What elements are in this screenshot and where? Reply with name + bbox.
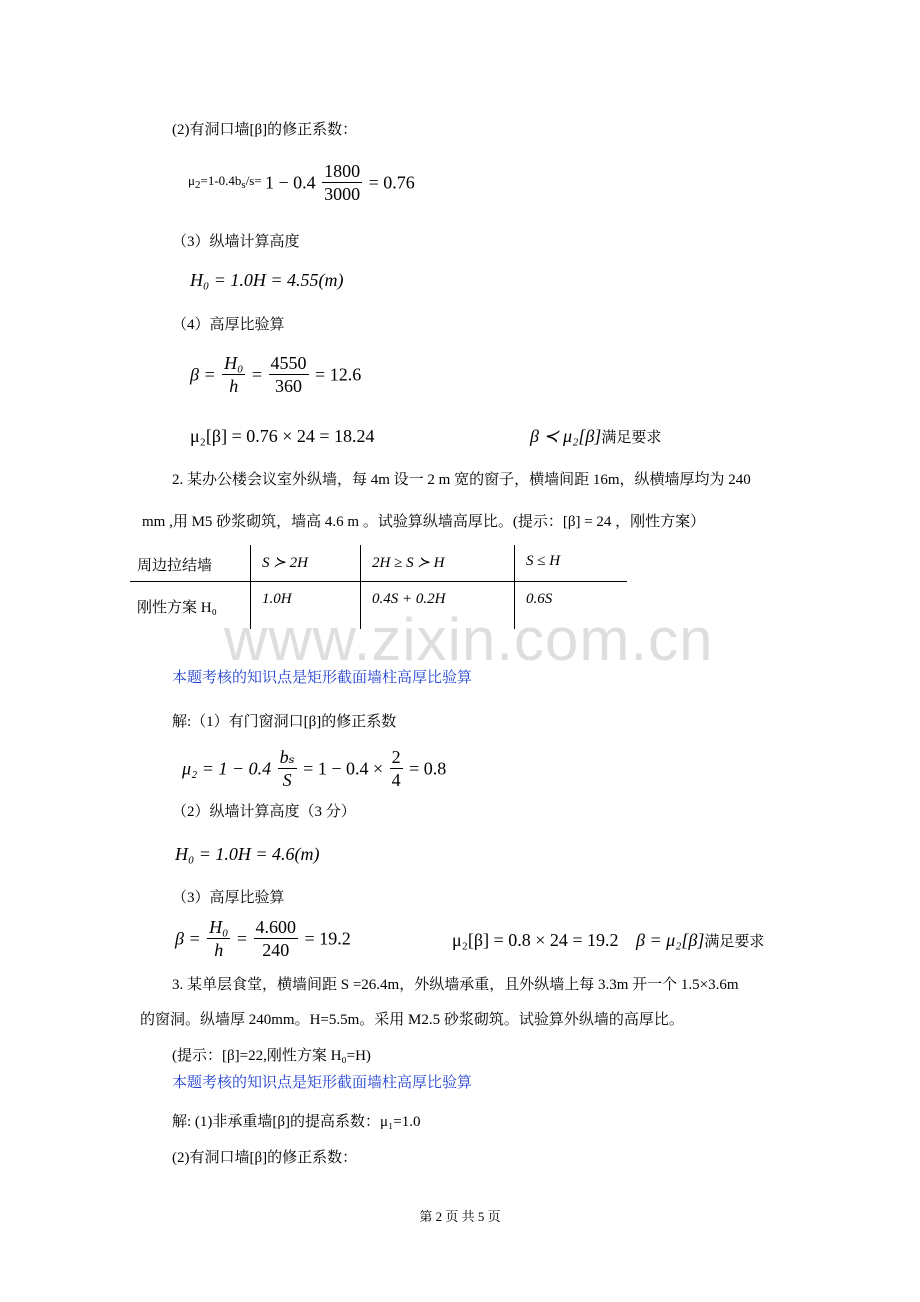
q2-formula-h0: H₀ = 1.0H = 4.6(m) [175,844,320,864]
s1-check: β ≺ μ₂[β]满足要求 [530,426,662,446]
s1-line-3: （3）纵墙计算高度 [172,234,300,250]
table-r2c1: 刚性方案 H₀ [137,600,217,616]
q2-formula-beta: β = $\frac{\text{H₀}}{h}$ = $\frac{4.600}{240}$ = 19.2 [175,917,351,960]
table-r2c3: 0.4S + 0.2H [372,591,446,607]
s1-formula-mu2beta: μ₂[β] = 0.76 × 24 = 18.24 [190,426,375,446]
table-r2c2: 1.0H [262,591,292,607]
q2-solution-1: 解:（1）有门窗洞口[β]的修正系数 [172,714,397,730]
table-r2c4: 0.6S [526,591,553,607]
q2-formula-mu2: μ₂ = 1 − 0.4 $\frac{\text{bₛ}}{S}$ = 1 − 0.4 × $\frac{2}{4}$ = 0.8 [182,747,447,790]
q2-solution-5: （3）高厚比验算 [172,890,285,906]
s1-formula-beta: β = $\frac{\text{H₀}}{h}$ = $\frac{4550}{360}$ = 12.6 [190,353,362,396]
q2-solution-3: （2）纵墙计算高度（3 分） [172,804,356,820]
q3-knowledge: 本题考核的知识点是矩形截面墙柱高厚比验算 [172,1075,473,1091]
s1-formula-mu2: $\mu_2=1-0.4b_s/s= 1 - 0.4$ $\frac{1800}{3000}$ = 0.76 [188,161,415,204]
table-r1c4: S ≤ H [526,553,561,569]
q3-line-2: 的窗洞。纵墙厚 240mm。H=5.5m。采用 M2.5 砂浆砌筑。试验算外纵墙的高厚比。 [140,1012,684,1028]
q2-line-1: 2. 某办公楼会议室外纵墙，每 4m 设一 2 m 宽的窗子，横墙间距 16m，纵横墙厚均为 240 [172,472,751,488]
table-r1c3: 2H ≥ S ≻ H [372,555,445,571]
table-r1c1: 周边拉结墙 [137,558,213,574]
s1-line-5: （4）高厚比验算 [172,317,285,333]
table-divider [130,581,627,582]
table-r1c2: S ≻ 2H [262,555,308,571]
q2-knowledge: 本题考核的知识点是矩形截面墙柱高厚比验算 [172,670,473,686]
page-footer: 第 2 页 共 5 页 [419,1209,501,1224]
q2-line-2: mm ,用 M5 砂浆砌筑，墙高 4.6 m 。试验算纵墙高厚比。(提示：[β] = 24 ，刚性方案） [142,514,706,530]
s1-line-1: (2)有洞口墙[β]的修正系数： [172,122,358,138]
q2-formula-mu2beta: μ₂[β] = 0.8 × 24 = 19.2 [452,930,619,950]
q3-solution-2: (2)有洞口墙[β]的修正系数： [172,1150,358,1166]
q3-solution-1: 解: (1)非承重墙[β]的提高系数：μ₁=1.0 [172,1114,421,1130]
watermark: www.zixin.com.cn [224,606,714,673]
s1-formula-h0: H₀ = 1.0H = 4.55(m) [190,270,344,290]
q3-line-1: 3. 某单层食堂，横墙间距 S =26.4m，外纵墙承重，且外纵墙上每 3.3m 开一个 1.5×3.6m [172,977,739,993]
q3-line-3: (提示：[β]=22,刚性方案 H₀=H) [172,1048,371,1064]
q2-check: β = μ₂[β]满足要求 [636,930,765,950]
